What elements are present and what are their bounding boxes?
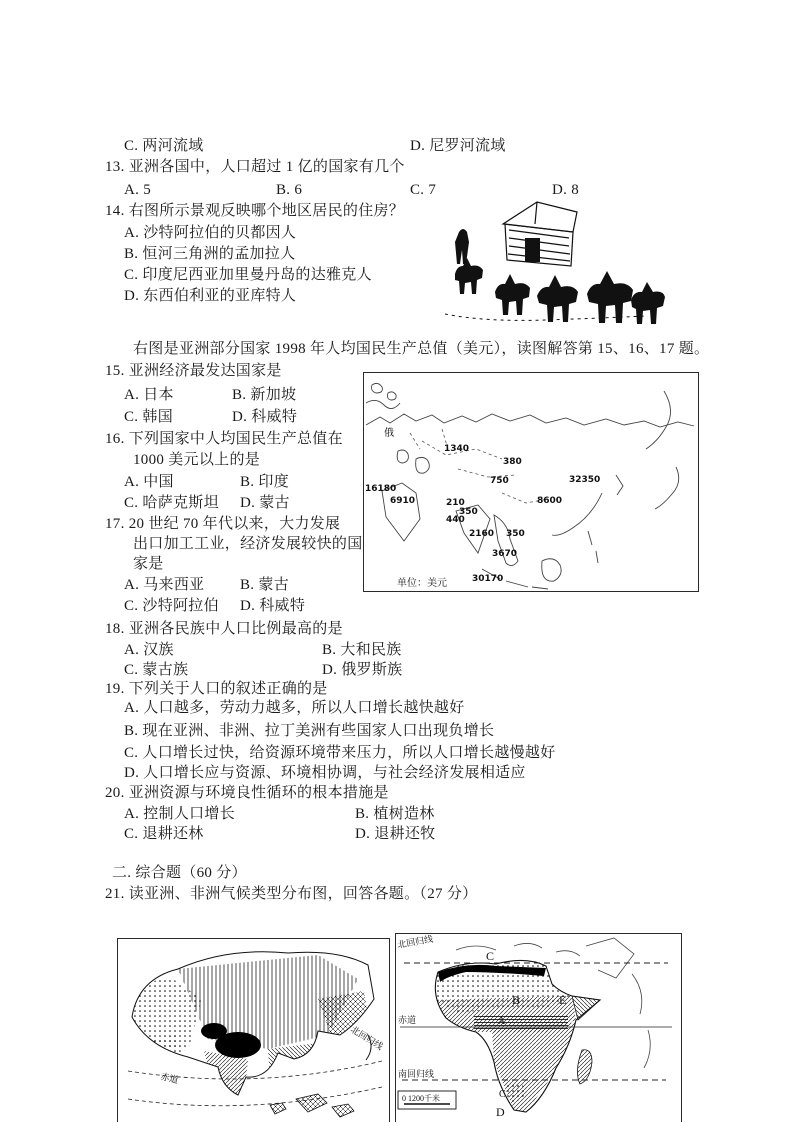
gdp-value-malaysia: 3670 bbox=[492, 549, 518, 559]
africa-scale-label: 0 1200千米 bbox=[402, 1094, 440, 1103]
gdp-value-kazakhstan: 1340 bbox=[444, 444, 470, 454]
q18-stem: 18. 亚洲各民族中人口比例最高的是 bbox=[105, 621, 343, 637]
africa-climate-map bbox=[395, 933, 682, 1122]
q14-option-c: C. 印度尼西亚加里曼丹岛的达雅克人 bbox=[124, 267, 372, 283]
q20-stem: 20. 亚洲资源与环境良性循环的根本措施是 bbox=[105, 785, 389, 801]
q14-stem: 14. 右图所示景观反映哪个地区居民的住房？ bbox=[105, 203, 405, 219]
q16-option-c: C. 哈萨克斯坦 bbox=[124, 495, 219, 511]
yurt-camels-sketch-icon bbox=[425, 196, 665, 338]
gdp-value-nepal: 350 bbox=[459, 507, 478, 517]
africa-equator-label: 赤道 bbox=[398, 1015, 417, 1025]
gdp-unit-label: 单位：美元 bbox=[397, 578, 447, 589]
q19-option-c: C. 人口增长过快，给资源环境带来压力，所以人口增长越慢越好 bbox=[124, 745, 556, 761]
q17-option-a: A. 马来西亚 bbox=[124, 577, 205, 593]
asia-coastline-art-icon bbox=[364, 373, 698, 591]
africa-letter-d: D bbox=[496, 1105, 505, 1119]
q15-option-a: A. 日本 bbox=[124, 387, 174, 403]
q21-stem: 21. 读亚洲、非洲气候类型分布图，回答各题。（27 分） bbox=[105, 886, 478, 902]
africa-letter-a: A bbox=[498, 1016, 506, 1027]
africa-letter-e: E bbox=[559, 993, 567, 1007]
q15-option-b: B. 新加坡 bbox=[232, 387, 297, 403]
q13-option-a: A. 5 bbox=[124, 182, 152, 198]
q16-option-b: B. 印度 bbox=[240, 474, 290, 490]
gdp-value-thailand: 2160 bbox=[469, 529, 495, 539]
gdp-value-pakistan: 210 bbox=[446, 498, 465, 508]
q17-stem-line3: 家是 bbox=[133, 556, 164, 572]
q20-option-c: C. 退耕还林 bbox=[124, 826, 204, 842]
africa-letter-c: C bbox=[486, 949, 495, 963]
q16-option-a: A. 中国 bbox=[124, 474, 174, 490]
q15-option-d: D. 科威特 bbox=[232, 409, 298, 425]
q18-option-b: B. 大和民族 bbox=[322, 642, 402, 658]
q15-option-c: C. 韩国 bbox=[124, 409, 174, 425]
q20-option-b: B. 植树造林 bbox=[355, 806, 435, 822]
q17-stem-line1: 17. 20 世纪 70 年代以来，大力发展 bbox=[105, 516, 341, 532]
q20-option-a: A. 控制人口增长 bbox=[124, 806, 236, 822]
intro-15-17: 右图是亚洲部分国家 1998 年人均国民生产总值（美元），读图解答第 15、16、17 题。 bbox=[133, 341, 710, 357]
q17-option-b: B. 蒙古 bbox=[240, 577, 290, 593]
q14-option-a: A. 沙特阿拉伯的贝都因人 bbox=[124, 225, 297, 241]
q18-option-a: A. 汉族 bbox=[124, 642, 174, 658]
africa-letter-b: B bbox=[512, 993, 521, 1007]
q15-stem: 15. 亚洲经济最发达国家是 bbox=[105, 363, 282, 379]
q13-option-d: D. 8 bbox=[552, 182, 580, 198]
asia-gdp-map bbox=[363, 372, 699, 592]
q14-housing-figure bbox=[425, 196, 665, 338]
q13-option-c: C. 7 bbox=[410, 182, 437, 198]
asia-climate-art-icon bbox=[118, 939, 389, 1122]
gdp-region-label-russia: 俄 bbox=[384, 428, 394, 439]
q12-option-d: D. 尼罗河流域 bbox=[410, 138, 506, 154]
africa-tropic-cancer-label: 北回归线 bbox=[396, 934, 434, 950]
gdp-value-mongolia: 380 bbox=[503, 457, 522, 467]
q17-option-d: D. 科威特 bbox=[240, 598, 306, 614]
q13-stem: 13. 亚洲各国中，人口超过 1 亿的国家有几个 bbox=[105, 159, 405, 175]
q12-option-c: C. 两河流域 bbox=[124, 138, 204, 154]
q18-option-c: C. 蒙古族 bbox=[124, 662, 189, 678]
gdp-value-singapore: 30170 bbox=[472, 574, 504, 584]
q16-stem-line2: 1000 美元以上的是 bbox=[133, 452, 261, 468]
gdp-value-china: 750 bbox=[490, 476, 509, 486]
gdp-value-india: 440 bbox=[446, 515, 465, 525]
asia-climate-equator-label: 赤道 bbox=[159, 1071, 180, 1086]
asia-climate-tropic-label: 北回归线 bbox=[348, 1024, 385, 1052]
q14-option-b: B. 恒河三角洲的孟加拉人 bbox=[124, 246, 296, 262]
gdp-value-israel: 16180 bbox=[365, 484, 397, 494]
gdp-value-vietnam: 350 bbox=[506, 529, 525, 539]
gdp-value-saudi: 6910 bbox=[390, 496, 416, 506]
q19-option-d: D. 人口增长应与资源、环境相协调，与社会经济发展相适应 bbox=[124, 765, 526, 781]
q19-stem: 19. 下列关于人口的叙述正确的是 bbox=[105, 681, 328, 697]
q19-option-b: B. 现在亚洲、非洲、拉丁美洲有些国家人口出现负增长 bbox=[124, 723, 495, 739]
section2-header: 二. 综合题（60 分） bbox=[112, 865, 247, 881]
q20-option-d: D. 退耕还牧 bbox=[355, 826, 436, 842]
q16-option-d: D. 蒙古 bbox=[240, 495, 290, 511]
q14-option-d: D. 东西伯利亚的亚库特人 bbox=[124, 288, 297, 304]
asia-climate-map bbox=[117, 938, 390, 1122]
q17-stem-line2: 出口加工工业，经济发展较快的国 bbox=[133, 536, 363, 552]
q17-option-c: C. 沙特阿拉伯 bbox=[124, 598, 219, 614]
gdp-value-japan: 32350 bbox=[569, 475, 601, 485]
africa-tropic-capricorn-label: 南回归线 bbox=[398, 1069, 435, 1079]
africa-letter-c-small: C bbox=[499, 1089, 506, 1100]
q19-option-a: A. 人口越多，劳动力越多，所以人口增长越快越好 bbox=[124, 700, 465, 716]
q13-option-b: B. 6 bbox=[276, 182, 303, 198]
gdp-value-korea: 8600 bbox=[537, 496, 563, 506]
q18-option-d: D. 俄罗斯族 bbox=[322, 662, 403, 678]
africa-climate-art-icon bbox=[396, 934, 681, 1122]
q16-stem-line1: 16. 下列国家中人均国民生产总值在 bbox=[105, 431, 343, 447]
